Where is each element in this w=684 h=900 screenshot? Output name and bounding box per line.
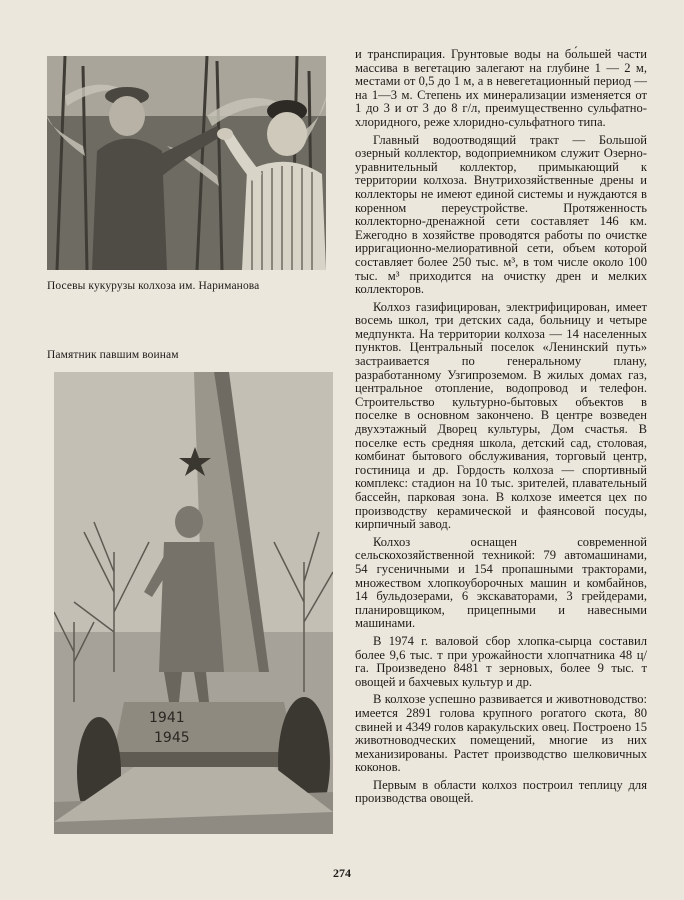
paragraph-livestock: В колхозе успешно развивается и животноводство: имеется 2891 голова крупного рогатого скота, 80 свиней и 4349 голов каракульских овец. Построено 15 животноводческих помещений, многие из них механизированы. Растет производство шелковичных коконов. xyxy=(355,692,647,775)
article-text xyxy=(355,48,647,806)
corn-photo-caption: Посевы кукурузы колхоза им. Нариманова xyxy=(47,280,260,292)
corn-field-photo xyxy=(47,56,326,270)
paragraph-infrastructure: Колхоз газифицирован, электрифицирован, имеет восемь школ, три детских сада, больницу и четыре медпункта. На территории колхоза — 14 населенных пунктов. Центральный поселок «Ленинский путь» застраивается по генеральному плану, разработанному Узгипроземом. В жилых домах газ, центральное отопление, водопровод и телефон. Строительство культурно-бытовых объектов в поселке в основном закончено. В центре возведен двухэтажный Дворец культуры, Дом счастья. В поселке есть средняя школа, детский сад, столовая, комбинат бытового обслуживания, торговый центр, гостиница и др. Гордость колхоза — спортивный комплекс: стадион на 10 тыс. зрителей, плавательный бассейн, парковая зона. В колхозе имеется цех по производству керамической и фаянсовой посуды, кирпичный завод. xyxy=(355,299,647,532)
paragraph-groundwater: и транспирация. Грунтовые воды на бо́льшей части массива в вегетацию залегают на глубине 1 — 2 м, местами от 0,5 до 1 м, а в невегетационный период — на 1—3 м. Степень их минерализации изменяется от 1 до 3 и от 3 до 8 г/л, преимущественно сульфатно-хлоридного, реже хлоридно-сульфатного типа. xyxy=(355,47,647,129)
paragraph-harvest: В 1974 г. валовой сбор хлопка-сырца составил более 9,6 тыс. т при урожайности хлопчатника 48 ц/га. Произведено 8481 т зерновых, более 9 тыс. т овощей и бахчевых культур и др. xyxy=(355,633,647,689)
monument-photo-caption: Памятник павшим воинам xyxy=(47,349,179,361)
paragraph-greenhouse: Первым в области колхоз построил теплицу для производства овощей. xyxy=(355,777,647,806)
monument-year-start: 1941 xyxy=(149,710,185,726)
paragraph-drainage: Главный водоотводящий тракт — Большой озерный коллектор, водоприемником служит Озерно-уравнительный коллектор, примыкающий к территории колхоза. Внутрихозяйственные дрены и коллекторы не имеют единой системы и нуждаются в коренном переустройстве. Протяженность коллекторно-дренажной сети составляет 146 км. Ежегодно в хозяйстве проводятся работы по очистке ирригационно-мелиоративной сети, объем которой составляет более 250 тыс. м³, в том числе около 100 тыс. м³ приходится на очистку дрен и мелких коллекторов. xyxy=(355,132,647,297)
paragraph-machinery: Колхоз оснащен современной сельскохозяйственной техникой: 79 автомашинами, 54 гусеничными и 154 пропашными тракторами, множеством хлопкоуборочных машин и комбайнов, 14 бульдозерами, 6 экскаваторами, 3 грейдерами, планировщиком, прицепными и навесными машинами. xyxy=(355,534,647,631)
monument-photo xyxy=(54,372,333,834)
monument-year-end: 1945 xyxy=(154,730,190,746)
page-number: 274 xyxy=(333,866,351,880)
